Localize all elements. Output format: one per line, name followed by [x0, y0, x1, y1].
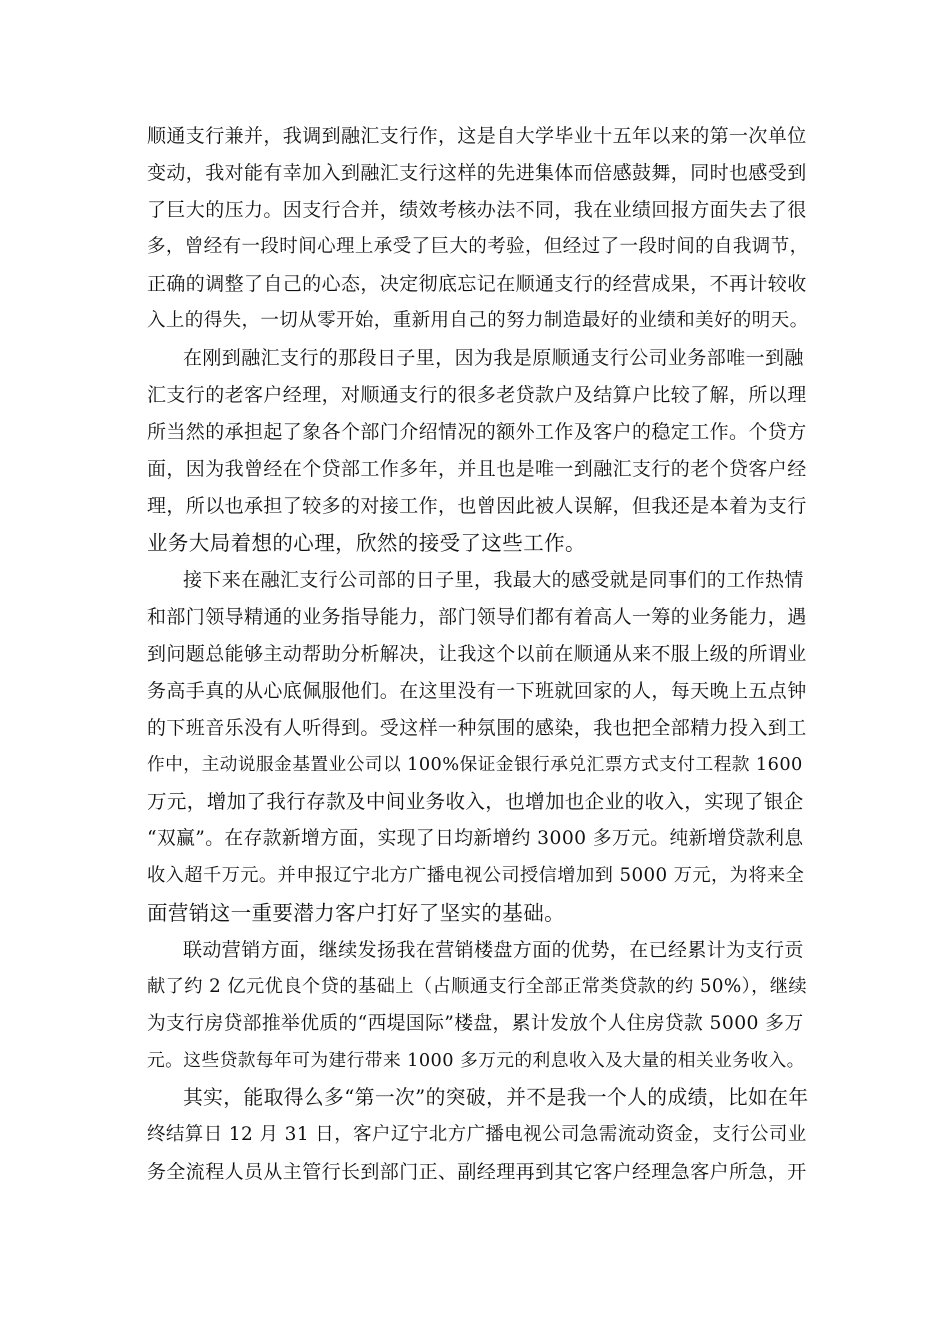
text-line: 面，因为我曾经在个贷部工作多年，并且也是唯一到融汇支行的老个贷客户经 — [147, 458, 807, 480]
text-line: “双赢”。在存款新增方面，实现了日均新增约 3000 多万元。纯新增贷款利息 — [147, 828, 804, 849]
paragraph-first-line: 在刚到融汇支行的那段日子里，因为我是原顺通支行公司业务部唯一到融 — [183, 347, 804, 369]
text-line: 作中，主动说服金基置业公司以 100%保证金银行承兑汇票方式支付工程款 1600 — [147, 755, 803, 775]
text-line: 业务大局着想的心理，欣然的接受了这些工作。 — [147, 531, 586, 555]
text-line: 献了约 2 亿元优良个贷的基础上（占顺通支行全部正常类贷款的约 50%），继续 — [147, 976, 808, 997]
text-line: 所当然的承担起了象各个部门介绍情况的额外工作及客户的稳定工作。个贷方 — [147, 421, 807, 443]
paragraph-first-line: 联动营销方面，继续发扬我在营销楼盘方面的优势，在已经累计为支行贡 — [183, 939, 804, 961]
text-line: 汇支行的老客户经理，对顺通支行的很多老贷款户及结算户比较了解，所以理 — [147, 384, 807, 406]
paragraph-first-line: 接下来在融汇支行公司部的日子里，我最大的感受就是同事们的工作热情 — [183, 569, 804, 591]
text-line: 为支行房贷部推举优质的“西堤国际”楼盘，累计发放个人住房贷款 5000 多万 — [147, 1013, 804, 1034]
text-line: 多，曾经有一段时间心理上承受了巨大的考验，但经过了一段时间的自我调节， — [147, 236, 809, 257]
text-line: 的下班音乐没有人听得到。受这样一种氛围的感染，我也把全部精力投入到工 — [147, 717, 807, 739]
text-line: 理，所以也承担了较多的对接工作，也曾因此被人误解，但我还是本着为支行 — [147, 495, 807, 517]
text-line: 面营销这一重要潜力客户打好了坚实的基础。 — [147, 901, 565, 925]
text-line: 务高手真的从心底佩服他们。在这里没有一下班就回家的人，每天晚上五点钟 — [147, 680, 807, 702]
text-line: 顺通支行兼并，我调到融汇支行作，这是自大学毕业十五年以来的第一次单位 — [147, 125, 807, 147]
text-line: 变动，我对能有幸加入到融汇支行这样的先进集体而倍感鼓舞，同时也感受到 — [147, 162, 807, 184]
text-line: 万元，增加了我行存款及中间业务收入，也增加也企业的收入，实现了银企 — [147, 790, 804, 813]
text-line: 了巨大的压力。因支行合并，绩效考核办法不同，我在业绩回报方面失去了很 — [147, 199, 807, 221]
text-line: 到问题总能够主动帮助分析解决，让我这个以前在顺通从来不服上级的所谓业 — [147, 643, 807, 665]
text-line: 和部门领导精通的业务指导能力，部门领导们都有着高人一筹的业务能力，遇 — [147, 606, 807, 628]
paragraph-first-line: 其实，能取得么多“第一次”的突破，并不是我一个人的成绩，比如在年 — [183, 1086, 809, 1109]
text-line: 终结算日 12 月 31 日，客户辽宁北方广播电视公司急需流动资金，支行公司业 — [147, 1124, 807, 1145]
text-line: 收入超千万元。并申报辽宁北方广播电视公司授信增加到 5000 万元，为将来全 — [147, 865, 805, 886]
text-line: 元。这些贷款每年可为建行带来 1000 多万元的利息收入及大量的相关业务收入。 — [147, 1051, 805, 1071]
text-line: 务全流程人员从主管行长到部门正、副经理再到其它客户经理急客户所急，开 — [147, 1161, 807, 1183]
text-line: 入上的得失，一切从零开始，重新用自己的努力制造最好的业绩和美好的明天。 — [147, 310, 809, 331]
text-line: 正确的调整了自己的心态，决定彻底忘记在顺通支行的经营成果，不再计较收 — [147, 273, 807, 295]
